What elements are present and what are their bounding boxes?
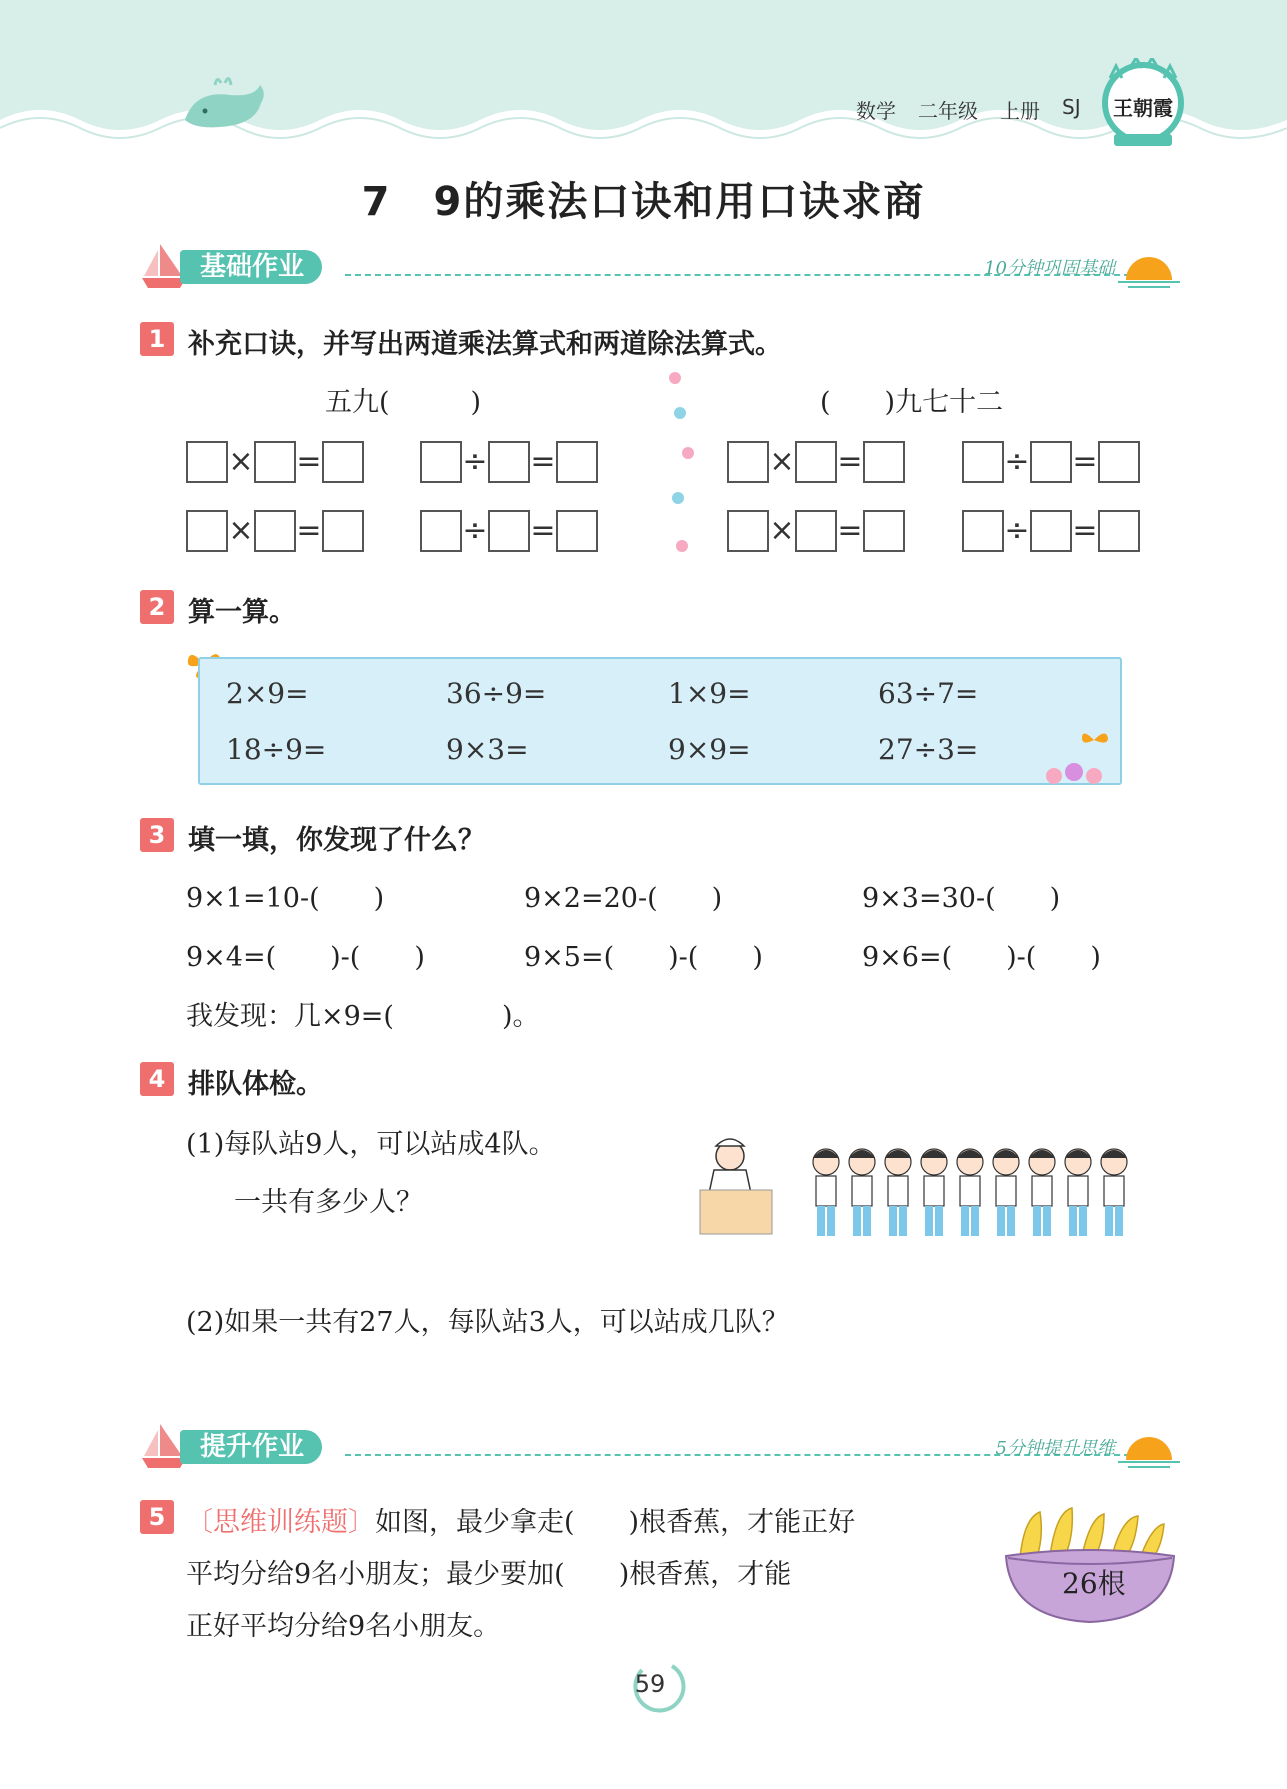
answer-box[interactable] bbox=[186, 441, 228, 483]
answer-box[interactable] bbox=[254, 441, 296, 483]
answer-box[interactable] bbox=[488, 441, 530, 483]
question-number-4: 4 bbox=[140, 1062, 174, 1096]
logo-text: 王朝霞 bbox=[1113, 96, 1173, 120]
book-info bbox=[856, 95, 1081, 124]
flowers-icon bbox=[1034, 726, 1124, 786]
q4-part1-line2: 一共有多少人？ bbox=[234, 1187, 423, 1218]
section-basic-header bbox=[140, 240, 1180, 300]
answer-box[interactable] bbox=[488, 510, 530, 552]
question-number-2: 2 bbox=[140, 590, 174, 624]
question-1-prompt: 补充口诀，并写出两道乘法算式和两道除法算式。 bbox=[188, 329, 782, 360]
children-queue-illustration bbox=[806, 1142, 1132, 1242]
subject-label: 数学 bbox=[856, 99, 896, 123]
q3-row1-item1: 9×1=10-( ) bbox=[186, 883, 385, 914]
calc-item-2: 36÷9= bbox=[446, 677, 547, 710]
calculation-panel bbox=[198, 657, 1122, 785]
answer-box[interactable] bbox=[727, 510, 769, 552]
q5-line3: 正好平均分给9名小朋友。 bbox=[186, 1611, 501, 1642]
q1-left-multiply-row-2: × = bbox=[186, 508, 364, 554]
question-3-prompt: 填一填，你发现了什么？ bbox=[188, 825, 485, 856]
q5-line1-text: 如图，最少拿走( )根香蕉，才能正好 bbox=[375, 1507, 856, 1538]
answer-box[interactable] bbox=[1098, 441, 1140, 483]
answer-box[interactable] bbox=[186, 510, 228, 552]
answer-box[interactable] bbox=[863, 510, 905, 552]
section-advanced-time-note: 5分钟提升思维 bbox=[995, 1438, 1115, 1459]
q1-right-rhyme: ( )九七十二 bbox=[820, 387, 1004, 418]
q1-right-divide-row-1: ÷ = bbox=[962, 439, 1140, 485]
q3-row2-item2: 9×5=( )-( ) bbox=[524, 942, 763, 973]
q1-right-multiply-row-1: × = bbox=[727, 439, 905, 485]
q1-left-multiply-row-1: × = bbox=[186, 439, 364, 485]
volume-label: 上册 bbox=[1000, 99, 1040, 123]
answer-box[interactable] bbox=[556, 510, 598, 552]
q1-right-multiply-row-2: × = bbox=[727, 508, 905, 554]
q1-left-rhyme: 五九( ) bbox=[325, 387, 482, 418]
q4-part1-line1: (1)每队站9人，可以站成4队。 bbox=[186, 1129, 556, 1160]
q3-row2-item3: 9×6=( )-( ) bbox=[862, 942, 1101, 973]
answer-box[interactable] bbox=[1098, 510, 1140, 552]
q5-tag: 〔思维训练题〕 bbox=[186, 1507, 375, 1538]
q3-row1-item3: 9×3=30-( ) bbox=[862, 883, 1061, 914]
q3-row2-item1: 9×4=( )-( ) bbox=[186, 942, 425, 973]
q1-right-divide-row-2: ÷ = bbox=[962, 508, 1140, 554]
section-basic-label: 基础作业 bbox=[180, 250, 322, 284]
answer-box[interactable] bbox=[420, 441, 462, 483]
page-number: 59 bbox=[634, 1670, 666, 1698]
answer-box[interactable] bbox=[795, 441, 837, 483]
nurse-desk-illustration bbox=[696, 1128, 776, 1236]
q3-row1-item2: 9×2=20-( ) bbox=[524, 883, 723, 914]
calc-item-5: 18÷9= bbox=[226, 733, 327, 766]
calc-item-7: 9×9= bbox=[668, 733, 751, 766]
question-4-prompt: 排队体检。 bbox=[188, 1069, 323, 1100]
question-number-1: 1 bbox=[140, 322, 174, 356]
paw-prints-decoration bbox=[660, 368, 700, 568]
bowl-label: 26根 bbox=[1062, 1567, 1126, 1600]
question-2-prompt: 算一算。 bbox=[188, 597, 296, 628]
answer-box[interactable] bbox=[727, 441, 769, 483]
page-title: 7 9的乘法口诀和用口诀求商 bbox=[361, 179, 926, 225]
answer-box[interactable] bbox=[863, 441, 905, 483]
answer-box[interactable] bbox=[1030, 510, 1072, 552]
answer-box[interactable] bbox=[962, 441, 1004, 483]
calc-item-6: 9×3= bbox=[446, 733, 529, 766]
publisher-logo bbox=[1100, 58, 1186, 148]
answer-box[interactable] bbox=[556, 441, 598, 483]
section-basic-time-note: 10分钟巩固基础 bbox=[984, 258, 1115, 279]
q5-line2: 平均分给9名小朋友；最少要加( )根香蕉，才能 bbox=[186, 1559, 792, 1590]
calc-item-3: 1×9= bbox=[668, 677, 751, 710]
q4-part2: (2)如果一共有27人，每队站3人，可以站成几队？ bbox=[186, 1307, 789, 1338]
section-advanced-header bbox=[140, 1420, 1180, 1480]
q3-finding: 我发现：几×9=( )。 bbox=[186, 1001, 540, 1032]
calc-item-1: 2×9= bbox=[226, 677, 309, 710]
section-advanced-label: 提升作业 bbox=[180, 1430, 322, 1464]
answer-box[interactable] bbox=[254, 510, 296, 552]
q1-left-divide-row-1: ÷ = bbox=[420, 439, 598, 485]
answer-box[interactable] bbox=[322, 510, 364, 552]
answer-box[interactable] bbox=[795, 510, 837, 552]
q5-line1 bbox=[186, 1500, 855, 1539]
answer-box[interactable] bbox=[1030, 441, 1072, 483]
whale-icon bbox=[175, 75, 275, 135]
sunset-icon bbox=[1118, 244, 1180, 288]
edition-label: SJ bbox=[1062, 95, 1081, 119]
sunset-icon bbox=[1118, 1424, 1180, 1468]
answer-box[interactable] bbox=[420, 510, 462, 552]
calc-item-8: 27÷3= bbox=[878, 733, 979, 766]
answer-box[interactable] bbox=[322, 441, 364, 483]
answer-box[interactable] bbox=[962, 510, 1004, 552]
question-number-3: 3 bbox=[140, 818, 174, 852]
question-number-5: 5 bbox=[140, 1500, 174, 1534]
grade-label: 二年级 bbox=[918, 99, 978, 123]
calc-item-4: 63÷7= bbox=[878, 677, 979, 710]
q1-left-divide-row-2: ÷ = bbox=[420, 508, 598, 554]
